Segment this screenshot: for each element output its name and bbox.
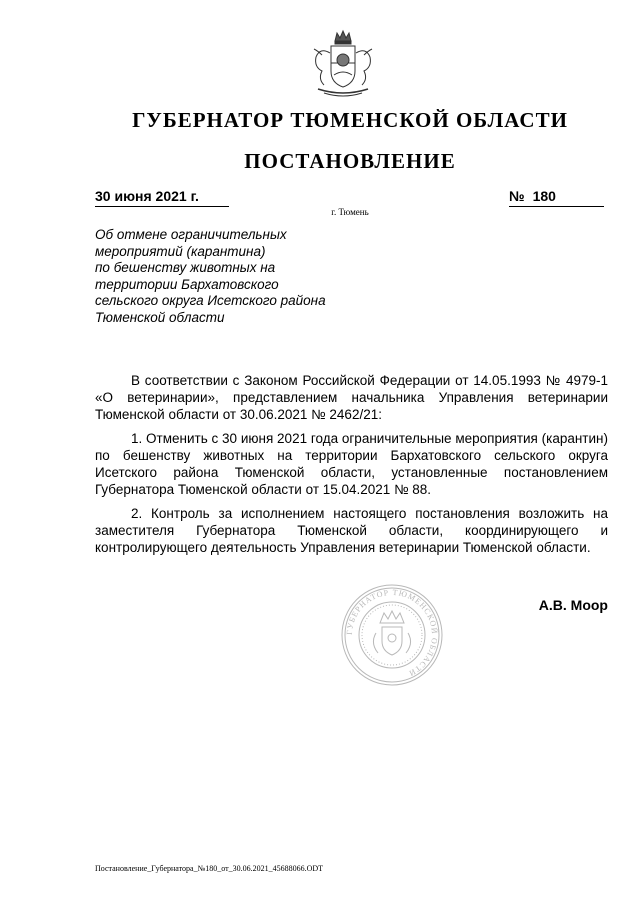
number-sign: № <box>509 188 525 204</box>
document-date: 30 июня 2021 г. <box>95 188 229 207</box>
body-paragraph: 1. Отменить с 30 июня 2021 года ограничительные мероприятия (карантин) по бешенству животных на территории Бархатовского сельского округа Исетского района Тюменской области, установленные постановлением Губернатора Тюменской области от 15.04.2021 № 88. <box>95 431 608 497</box>
subject-block <box>95 227 355 326</box>
body-paragraph: 2. Контроль за исполнением настоящего постановления возложить на заместителя Губернатора Тюменской области, координирующего и контролирующего деятельность Управления ветеринарии Тюменской области. <box>95 506 608 555</box>
body-paragraph: В соответствии с Законом Российской Федерации от 14.05.1993 № 4979-1 «О ветеринарии», представлением начальника Управления ветеринарии Тюменской области от 30.06.2021 № 2462/21: <box>95 373 608 422</box>
coat-of-arms-icon <box>300 27 386 103</box>
issuer-title: ГУБЕРНАТОР ТЮМЕНСКОЙ ОБЛАСТИ <box>132 108 568 132</box>
subject-line: по бешенству животных на <box>95 260 276 275</box>
document-number-field <box>509 188 604 207</box>
subject-line: мероприятий (карантина) <box>95 243 266 259</box>
document-type-heading: ПОСТАНОВЛЕНИЕ <box>244 149 456 173</box>
subject-line: Об отмене ограничительных <box>95 227 287 242</box>
document-body <box>95 372 608 563</box>
document-number: 180 <box>532 188 556 204</box>
subject-line: сельского округа Исетского района <box>95 293 326 308</box>
signatory-name: А.В. Моор <box>538 597 608 613</box>
issue-city: г. Тюмень <box>331 207 369 217</box>
seal-text: ГУБЕРНАТОР ТЮМЕНСКОЙ ОБЛАСТИ <box>344 587 440 679</box>
subject-line: Тюменской области <box>95 309 225 325</box>
official-seal-icon <box>340 583 444 687</box>
file-footer: Постановление_Губернатора_№180_от_30.06.2021_45688066.ODT <box>95 864 324 873</box>
subject-line: территории Бархатовского <box>95 276 279 292</box>
